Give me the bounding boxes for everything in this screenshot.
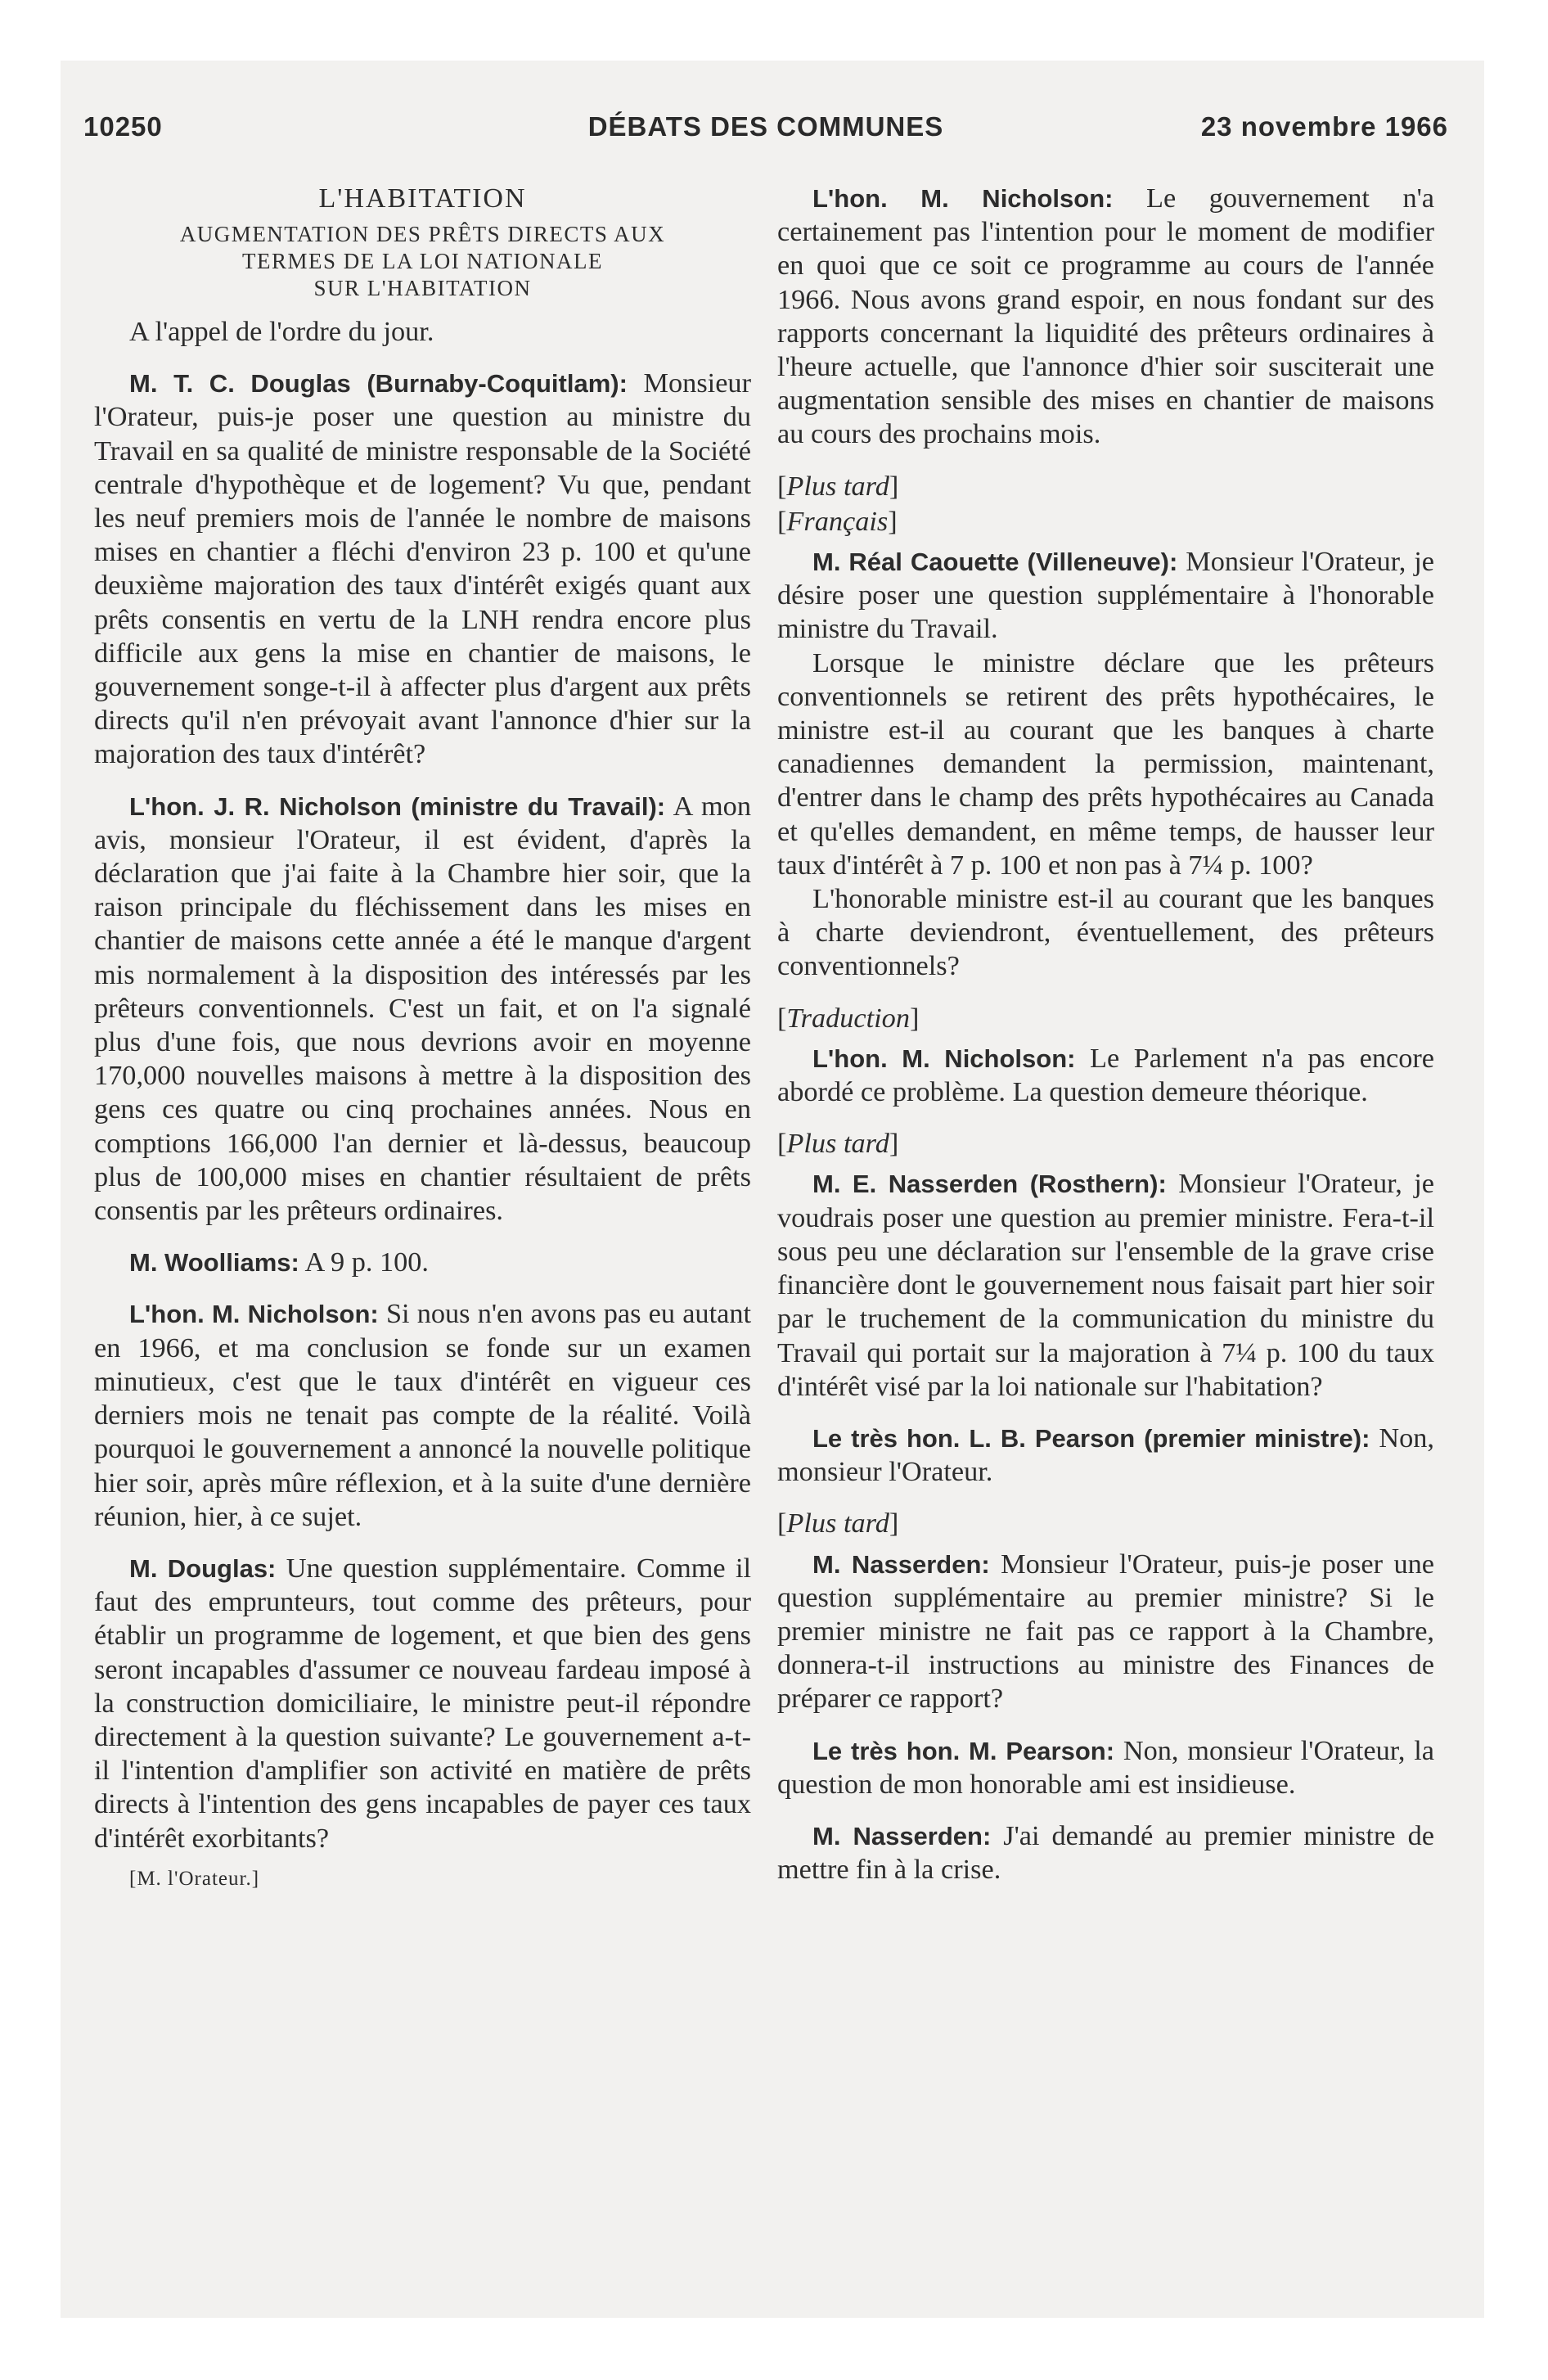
speech-paragraph <box>94 1297 751 1533</box>
footer-note: [M. l'Orateur.] <box>129 1867 260 1890</box>
speech-paragraph <box>777 1819 1434 1886</box>
speech-text: Une question supplémentaire. Comme il faut des emprunteurs, tout comme des prêteurs, pour établir un programme de logement, et que bien des gens seront incapables d'assumer ce nouveau fardeau imposé à la construction domiciliaire, le ministre peut-il répondre directement à la question suivante? Le gouvernement a-t-il l'intention d'amplifier son activité en matière de prêts directs à l'intention des gens incapables de payer ces taux d'intérêt exorbitants? <box>94 1552 752 1854</box>
speech-text: A mon avis, monsieur l'Orateur, il est évident, d'après la déclaration que j'ai faite à la Chambre hier soir, que la raison principale du fléchissement dans les mises en chantier de maisons cette année a été le manque d'argent mis normalement à la disposition des intéressés par les prêteurs conventionnels. C'est un fait, et on l'a signalé plus d'une fois, que nous devrions avoir en moyenne 170,000 nouvelles maisons à mettre à la disposition des gens ces quatre ou cinq prochaines années. Nous en comptions 166,000 l'an dernier et là-dessus, beaucoup plus de 100,000 mises en chantier résultaient de prêts consentis par les prêteurs ordinaires. <box>94 790 751 1227</box>
speech-paragraph <box>94 367 751 771</box>
speaker-name: M. E. Nasserden (Rosthern): <box>812 1170 1167 1199</box>
section-tag <box>777 1127 1434 1161</box>
speaker-name: M. Réal Caouette (Villeneuve): <box>812 548 1178 577</box>
tag-bracket: [ <box>777 470 787 502</box>
tag-text: Français <box>786 505 889 537</box>
page-number: 10250 <box>83 111 163 142</box>
tag-text: Plus tard <box>786 1128 889 1160</box>
speaker-name: M. Nasserden: <box>812 1549 990 1579</box>
section-tag <box>777 1002 1434 1035</box>
section-tag <box>777 1507 1434 1540</box>
speech-text: Le gouvernement n'a certainement pas l'intention pour le moment de modifier en quoi que ce soit ce programme au cours de l'année 1966. Nous avons grand espoir, en nous fondant sur des rapports concernant la liquidité des prêteurs ordinaires à l'heure actuelle, que l'annonce d'hier soir susciterait une augmentation sensible des mises en chantier de maisons au cours des prochains mois. <box>777 183 1435 450</box>
speech-text: L'honorable ministre est-il au courant que les banques à charte deviendront, éventuellement, des prêteurs conventionnels? <box>777 883 1434 982</box>
speech-text: A 9 p. 100. <box>304 1246 430 1278</box>
publication-title: DÉBATS DES COMMUNES <box>587 111 944 142</box>
speaker-name: M. Douglas: <box>129 1553 277 1583</box>
speech-text: Non, monsieur l'Orateur, la question de mon honorable ami est insidieuse. <box>777 1734 1434 1800</box>
tag-bracket: ] <box>889 1508 899 1539</box>
speech-paragraph <box>777 647 1434 882</box>
speaker-name: L'hon. M. Nicholson: <box>812 1044 1076 1073</box>
tag-bracket: [ <box>777 1508 787 1539</box>
tag-text: Plus tard <box>786 1508 889 1539</box>
speech-paragraph <box>777 882 1434 984</box>
speech-paragraph <box>777 1734 1434 1801</box>
publication-date: 23 novembre 1966 <box>1200 111 1448 142</box>
subtitle-line: AUGMENTATION DES PRÊTS DIRECTS AUX <box>179 222 666 246</box>
section-title: L'HABITATION <box>318 183 527 214</box>
speech-text: Non, monsieur l'Orateur. <box>777 1422 1434 1488</box>
speaker-name: L'hon. J. R. Nicholson (ministre du Travail): <box>129 791 666 821</box>
section-subtitle <box>94 221 751 302</box>
subtitle-line: TERMES DE LA LOI NATIONALE <box>242 249 603 273</box>
speech-text: Monsieur l'Orateur, puis-je poser une question supplémentaire au premier ministre? Si le premier ministre ne fait pas ce rapport à la Chambre, donnera-t-il instructions au ministre des Finances de préparer ce rapport? <box>777 1548 1434 1715</box>
speech-paragraph <box>777 1042 1434 1109</box>
tag-bracket: [ <box>777 505 787 537</box>
page-header <box>83 111 1448 154</box>
speech-text: J'ai demandé au premier ministre de mettre fin à la crise. <box>777 1819 1434 1886</box>
speaker-name: M. Nasserden: <box>812 1821 992 1850</box>
subtitle-line: SUR L'HABITATION <box>313 276 532 300</box>
speech-paragraph <box>94 1552 751 1855</box>
tag-bracket: ] <box>889 1128 899 1160</box>
right-column <box>777 182 1434 1904</box>
tag-text: Plus tard <box>786 470 889 502</box>
speech-paragraph <box>94 790 751 1228</box>
speech-text: Monsieur l'Orateur, je désire poser une question supplémentaire à l'honorable ministre du Travail. <box>777 546 1434 645</box>
speech-paragraph <box>777 1422 1434 1489</box>
speaker-name: M. Woolliams: <box>129 1248 299 1278</box>
tag-bracket: [ <box>777 1128 787 1160</box>
speech-paragraph <box>777 1167 1434 1403</box>
tag-bracket: ] <box>888 505 898 537</box>
intro-line: A l'appel de l'ordre du jour. <box>129 316 434 347</box>
speech-text: Le Parlement n'a pas encore abordé ce problème. La question demeure théorique. <box>777 1042 1434 1108</box>
speech-text: Monsieur l'Orateur, puis-je poser une question au ministre du Travail en sa qualité de ministre responsable de la Société centrale d'hypothèque et de logement? Vu que, pendant les neuf premiers mois de l'année le nombre de maisons mises en chantier a fléchi d'environ 23 p. 100 et qu'une deuxième majoration des taux d'intérêt exigés quant aux prêts consentis en vertu de la LNH rendra encore plus difficile aux gens la mise en chantier de maisons, le gouvernement songe-t-il à affecter plus d'argent aux prêts directs qu'il n'en prévoyait avant l'annonce d'hier sur la majoration des taux d'intérêt? <box>94 367 751 770</box>
speaker-name: Le très hon. M. Pearson: <box>812 1736 1115 1765</box>
speech-paragraph <box>777 1548 1434 1716</box>
speaker-name: L'hon. M. Nicholson: <box>812 184 1114 213</box>
speaker-name: M. T. C. Douglas (Burnaby-Coquitlam): <box>129 369 628 399</box>
tag-bracket: ] <box>889 470 899 502</box>
speech-paragraph <box>777 545 1434 647</box>
tag-bracket: ] <box>909 1002 920 1034</box>
left-column <box>94 182 751 1891</box>
tag-bracket: [ <box>777 1002 787 1034</box>
speech-paragraph <box>94 1246 751 1279</box>
speech-text: Lorsque le ministre déclare que les prêteurs conventionnels se retirent des prêts hypothécaires, le ministre est-il au courant que les banques à charte canadiennes demandent la permission, maintenant, d'entrer dans le champ des prêts hypothécaires au Canada et qu'elles demandent, en même temps, de hausser leur taux d'intérêt à 7 p. 100 et non pas à 7¼ p. 100? <box>777 647 1434 881</box>
tag-text: Traduction <box>786 1002 910 1034</box>
section-tag <box>777 470 1434 503</box>
section-tag <box>777 505 1434 539</box>
speech-text: Si nous n'en avons pas eu autant en 1966, et ma conclusion se fonde sur un examen minutieux, c'est que le taux d'intérêt en vigueur ces derniers mois ne tenait pas compte de la réalité. Voilà pourquoi le gouvernement a annoncé la nouvelle politique hier soir, après mûre réflexion, et à la suite d'une dernière réunion, hier, à ce sujet. <box>94 1298 752 1532</box>
speech-paragraph <box>777 182 1434 452</box>
speaker-name: L'hon. M. Nicholson: <box>129 1300 379 1329</box>
speech-text: Monsieur l'Orateur, je voudrais poser une question au premier ministre. Fera-t-il sous peu une déclaration sur l'ensemble de la grave crise financière dont le gouvernement nous faisait part hier soir par le truchement de la communication du ministre du Travail qui portait sur la majoration à 7¼ p. 100 du taux d'intérêt visé par la loi nationale sur l'habitation? <box>777 1168 1434 1402</box>
speaker-name: Le très hon. L. B. Pearson (premier ministre): <box>812 1423 1370 1453</box>
